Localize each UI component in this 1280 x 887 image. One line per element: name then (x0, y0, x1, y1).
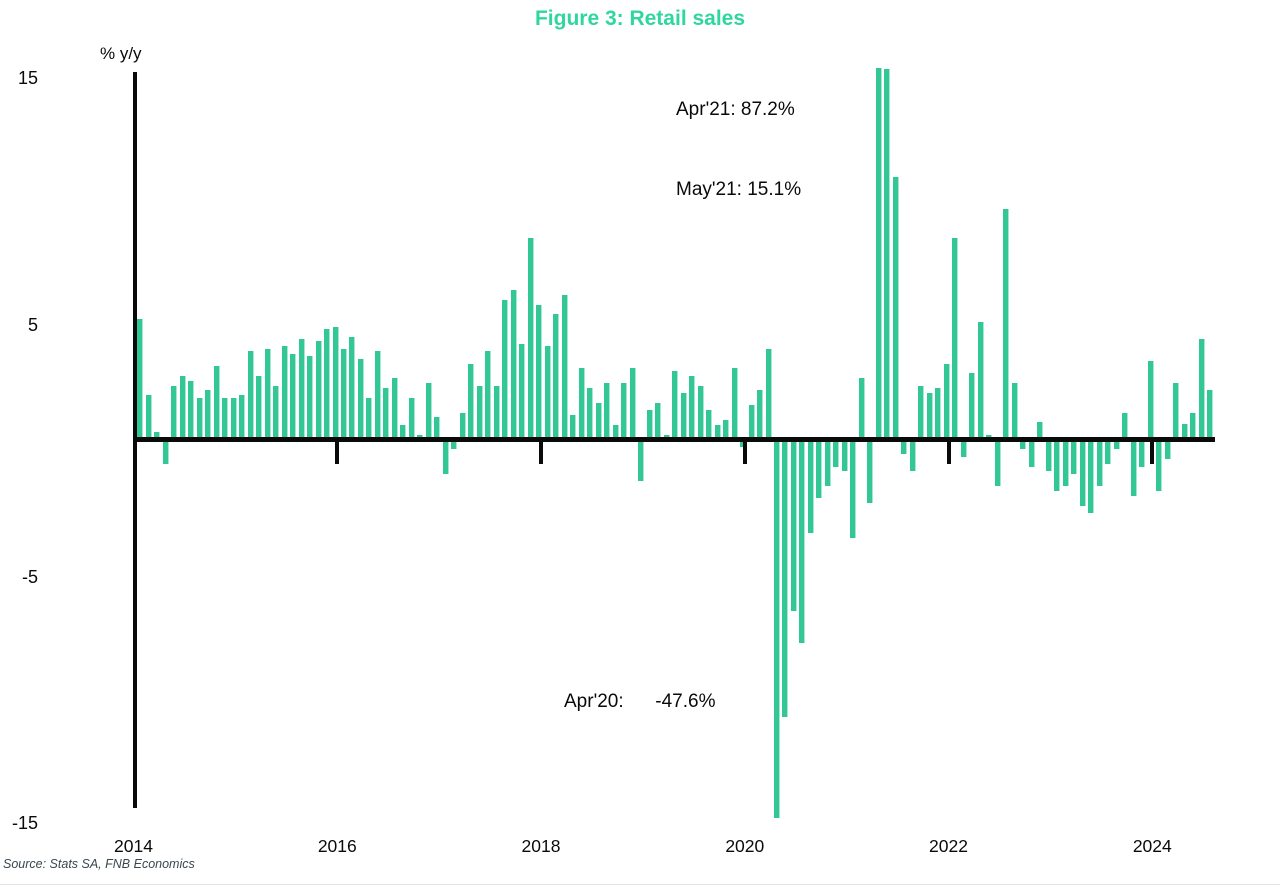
y-tick-label-5: 5 (27, 315, 38, 335)
bar (698, 386, 704, 440)
bar (1190, 413, 1196, 440)
x-tick-label-2020: 2020 (725, 836, 765, 856)
bar (1105, 440, 1111, 465)
bar (910, 440, 916, 472)
bar (358, 359, 364, 440)
bar (197, 398, 203, 440)
bar (349, 337, 355, 440)
y-tick-label-neg15: -15 (11, 813, 38, 833)
bar (1029, 440, 1035, 467)
bar (392, 378, 398, 439)
bar (383, 388, 389, 440)
bar (647, 410, 653, 439)
bar (604, 383, 610, 439)
bar (1046, 440, 1052, 472)
bar (884, 69, 890, 439)
bar (171, 386, 177, 440)
bar (689, 376, 695, 440)
bar (188, 381, 194, 440)
bar (265, 349, 271, 440)
x-tick-label-2024: 2024 (1132, 836, 1172, 856)
bar (1080, 440, 1086, 506)
bar (935, 388, 941, 440)
bar (205, 390, 211, 439)
bar (1088, 440, 1094, 514)
bar (1122, 413, 1128, 440)
x-tick-label-2018: 2018 (521, 836, 561, 856)
bar (485, 351, 491, 439)
bar (562, 295, 568, 440)
y-tick-label-neg5: -5 (21, 567, 38, 587)
bar (944, 364, 950, 440)
bar (256, 376, 262, 440)
bar (749, 405, 755, 439)
bar (316, 341, 322, 439)
bar (1207, 390, 1213, 439)
bar (655, 403, 661, 440)
bar (995, 440, 1001, 487)
bar (893, 177, 899, 440)
bar (876, 68, 882, 440)
bar (638, 440, 644, 482)
bar (825, 440, 831, 487)
bar (1173, 383, 1179, 439)
bar (579, 368, 585, 439)
bar (672, 371, 678, 440)
bar (214, 366, 220, 440)
x-axis-tick (1150, 439, 1154, 464)
bar (341, 349, 347, 440)
bar (799, 440, 805, 644)
bar (1156, 440, 1162, 492)
bar (1139, 440, 1145, 467)
y-axis-unit-label: % y/y (100, 44, 142, 63)
bar (630, 368, 636, 439)
annotation-apr20: Apr'20: -47.6% (564, 691, 716, 712)
bar (536, 305, 542, 440)
annotation-apr21: Apr'21: 87.2% (676, 99, 795, 120)
bar (1097, 440, 1103, 487)
bar (282, 346, 288, 439)
bar (146, 395, 152, 439)
bar (867, 440, 873, 504)
bar (1003, 209, 1009, 440)
bar (978, 322, 984, 440)
bar (1012, 383, 1018, 439)
x-tick-label-2022: 2022 (929, 836, 968, 856)
bar (519, 344, 525, 440)
bar (706, 410, 712, 439)
bar (570, 415, 576, 440)
bar (791, 440, 797, 612)
bar (1054, 440, 1060, 492)
x-axis-tick (947, 439, 951, 464)
bar (553, 314, 559, 439)
bar (1199, 339, 1205, 440)
bar (528, 238, 534, 439)
bar (366, 398, 372, 440)
bar (681, 393, 687, 440)
bar (333, 327, 339, 440)
bar (477, 386, 483, 440)
bar (324, 329, 330, 439)
bar (163, 440, 169, 465)
zero-baseline (133, 437, 1215, 442)
bar (952, 238, 958, 439)
bar (248, 351, 254, 439)
bar (231, 398, 237, 440)
bar (969, 373, 975, 439)
bar (766, 349, 772, 440)
bar (1071, 440, 1077, 474)
bar (545, 346, 551, 439)
x-axis-tick (743, 439, 747, 464)
x-tick-label-2016: 2016 (317, 836, 357, 856)
bar (927, 393, 933, 440)
bar (587, 388, 593, 440)
bar (842, 440, 848, 472)
bar (757, 390, 763, 439)
bar (1165, 440, 1171, 460)
bar (426, 383, 432, 439)
source-note: Source: Stats SA, FNB Economics (3, 857, 195, 871)
bar (299, 339, 305, 440)
bar (961, 440, 967, 457)
bar (782, 440, 788, 717)
bar (409, 398, 415, 440)
bar (732, 368, 738, 439)
bar (502, 300, 508, 440)
bar (1063, 440, 1069, 487)
bar (621, 383, 627, 439)
bottom-divider (0, 884, 1280, 885)
bar (774, 440, 780, 818)
annotation-may21: May'21: 15.1% (676, 179, 802, 200)
bar (918, 386, 924, 440)
bar (239, 395, 245, 439)
bar (808, 440, 814, 533)
bar (511, 290, 517, 440)
bar (816, 440, 822, 499)
bar (443, 440, 449, 474)
bar (273, 386, 279, 440)
bar (859, 378, 865, 439)
bar (1131, 440, 1137, 496)
bar (833, 440, 839, 467)
y-tick-label-15: 15 (17, 68, 38, 88)
bar (596, 403, 602, 440)
chart-title: Figure 3: Retail sales (534, 7, 746, 30)
bar (375, 351, 381, 439)
bar (290, 354, 296, 440)
bar (460, 413, 466, 440)
bar (1148, 361, 1154, 440)
bar (307, 356, 313, 439)
x-axis-tick (335, 439, 339, 464)
bar (180, 376, 186, 440)
bar (494, 386, 500, 440)
x-tick-label-2014: 2014 (114, 836, 153, 856)
x-axis-tick (539, 439, 543, 464)
bar (850, 440, 856, 538)
bar (222, 398, 228, 440)
bar (137, 319, 143, 439)
bar (468, 364, 474, 440)
